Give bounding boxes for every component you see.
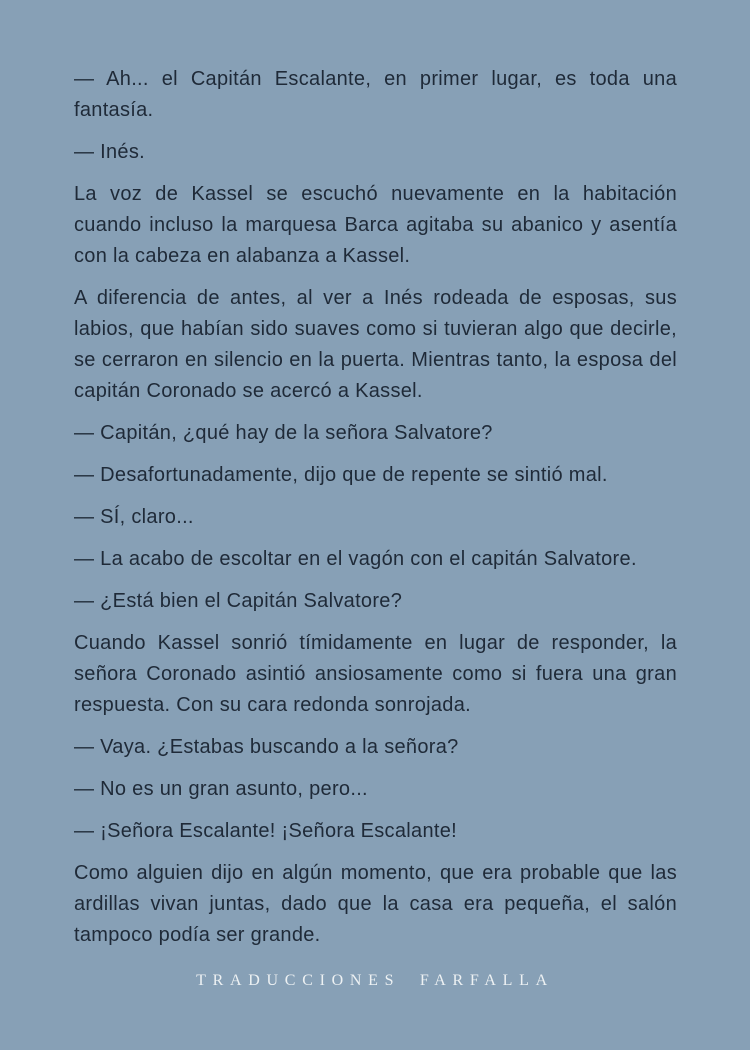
paragraph: — ¿Está bien el Capitán Salvatore?	[74, 590, 403, 612]
paragraph: Como alguien dijo en algún momento, que era probable que las ardillas vivan juntas, dado que la casa era pequeña, el salón tampoco podía ser grande.	[74, 862, 677, 946]
paragraph: A diferencia de antes, al ver a Inés rodeada de esposas, sus labios, que habían sido suaves como si tuvieran algo que decirle, se cerraron en silencio en la puerta. Mientras tanto, la esposa del capitán Coronado se acercó a Kassel.	[74, 287, 677, 402]
paragraph: — SÍ, claro...	[74, 506, 194, 528]
paragraph: — No es un gran asunto, pero...	[74, 778, 368, 800]
paragraph: — Inés.	[74, 141, 146, 163]
paragraph: — Ah... el Capitán Escalante, en primer lugar, es toda una fantasía.	[74, 68, 677, 121]
paragraph: — La acabo de escoltar en el vagón con el capitán Salvatore.	[74, 548, 637, 570]
translator-watermark: TRADUCCIONES FARFALLA	[196, 972, 554, 989]
text-content	[74, 64, 677, 962]
paragraph: — ¡Señora Escalante! ¡Señora Escalante!	[74, 820, 458, 842]
paragraph: — Capitán, ¿qué hay de la señora Salvatore?	[74, 422, 493, 444]
paragraph: — Vaya. ¿Estabas buscando a la señora?	[74, 736, 459, 758]
paragraph: Cuando Kassel sonrió tímidamente en lugar de responder, la señora Coronado asintió ansiosamente como si fuera una gran respuesta. Con su cara redonda sonrojada.	[74, 632, 677, 716]
paragraph: La voz de Kassel se escuchó nuevamente en la habitación cuando incluso la marquesa Barca agitaba su abanico y asentía con la cabeza en alabanza a Kassel.	[74, 183, 677, 267]
paragraph: — Desafortunadamente, dijo que de repente se sintió mal.	[74, 464, 608, 486]
